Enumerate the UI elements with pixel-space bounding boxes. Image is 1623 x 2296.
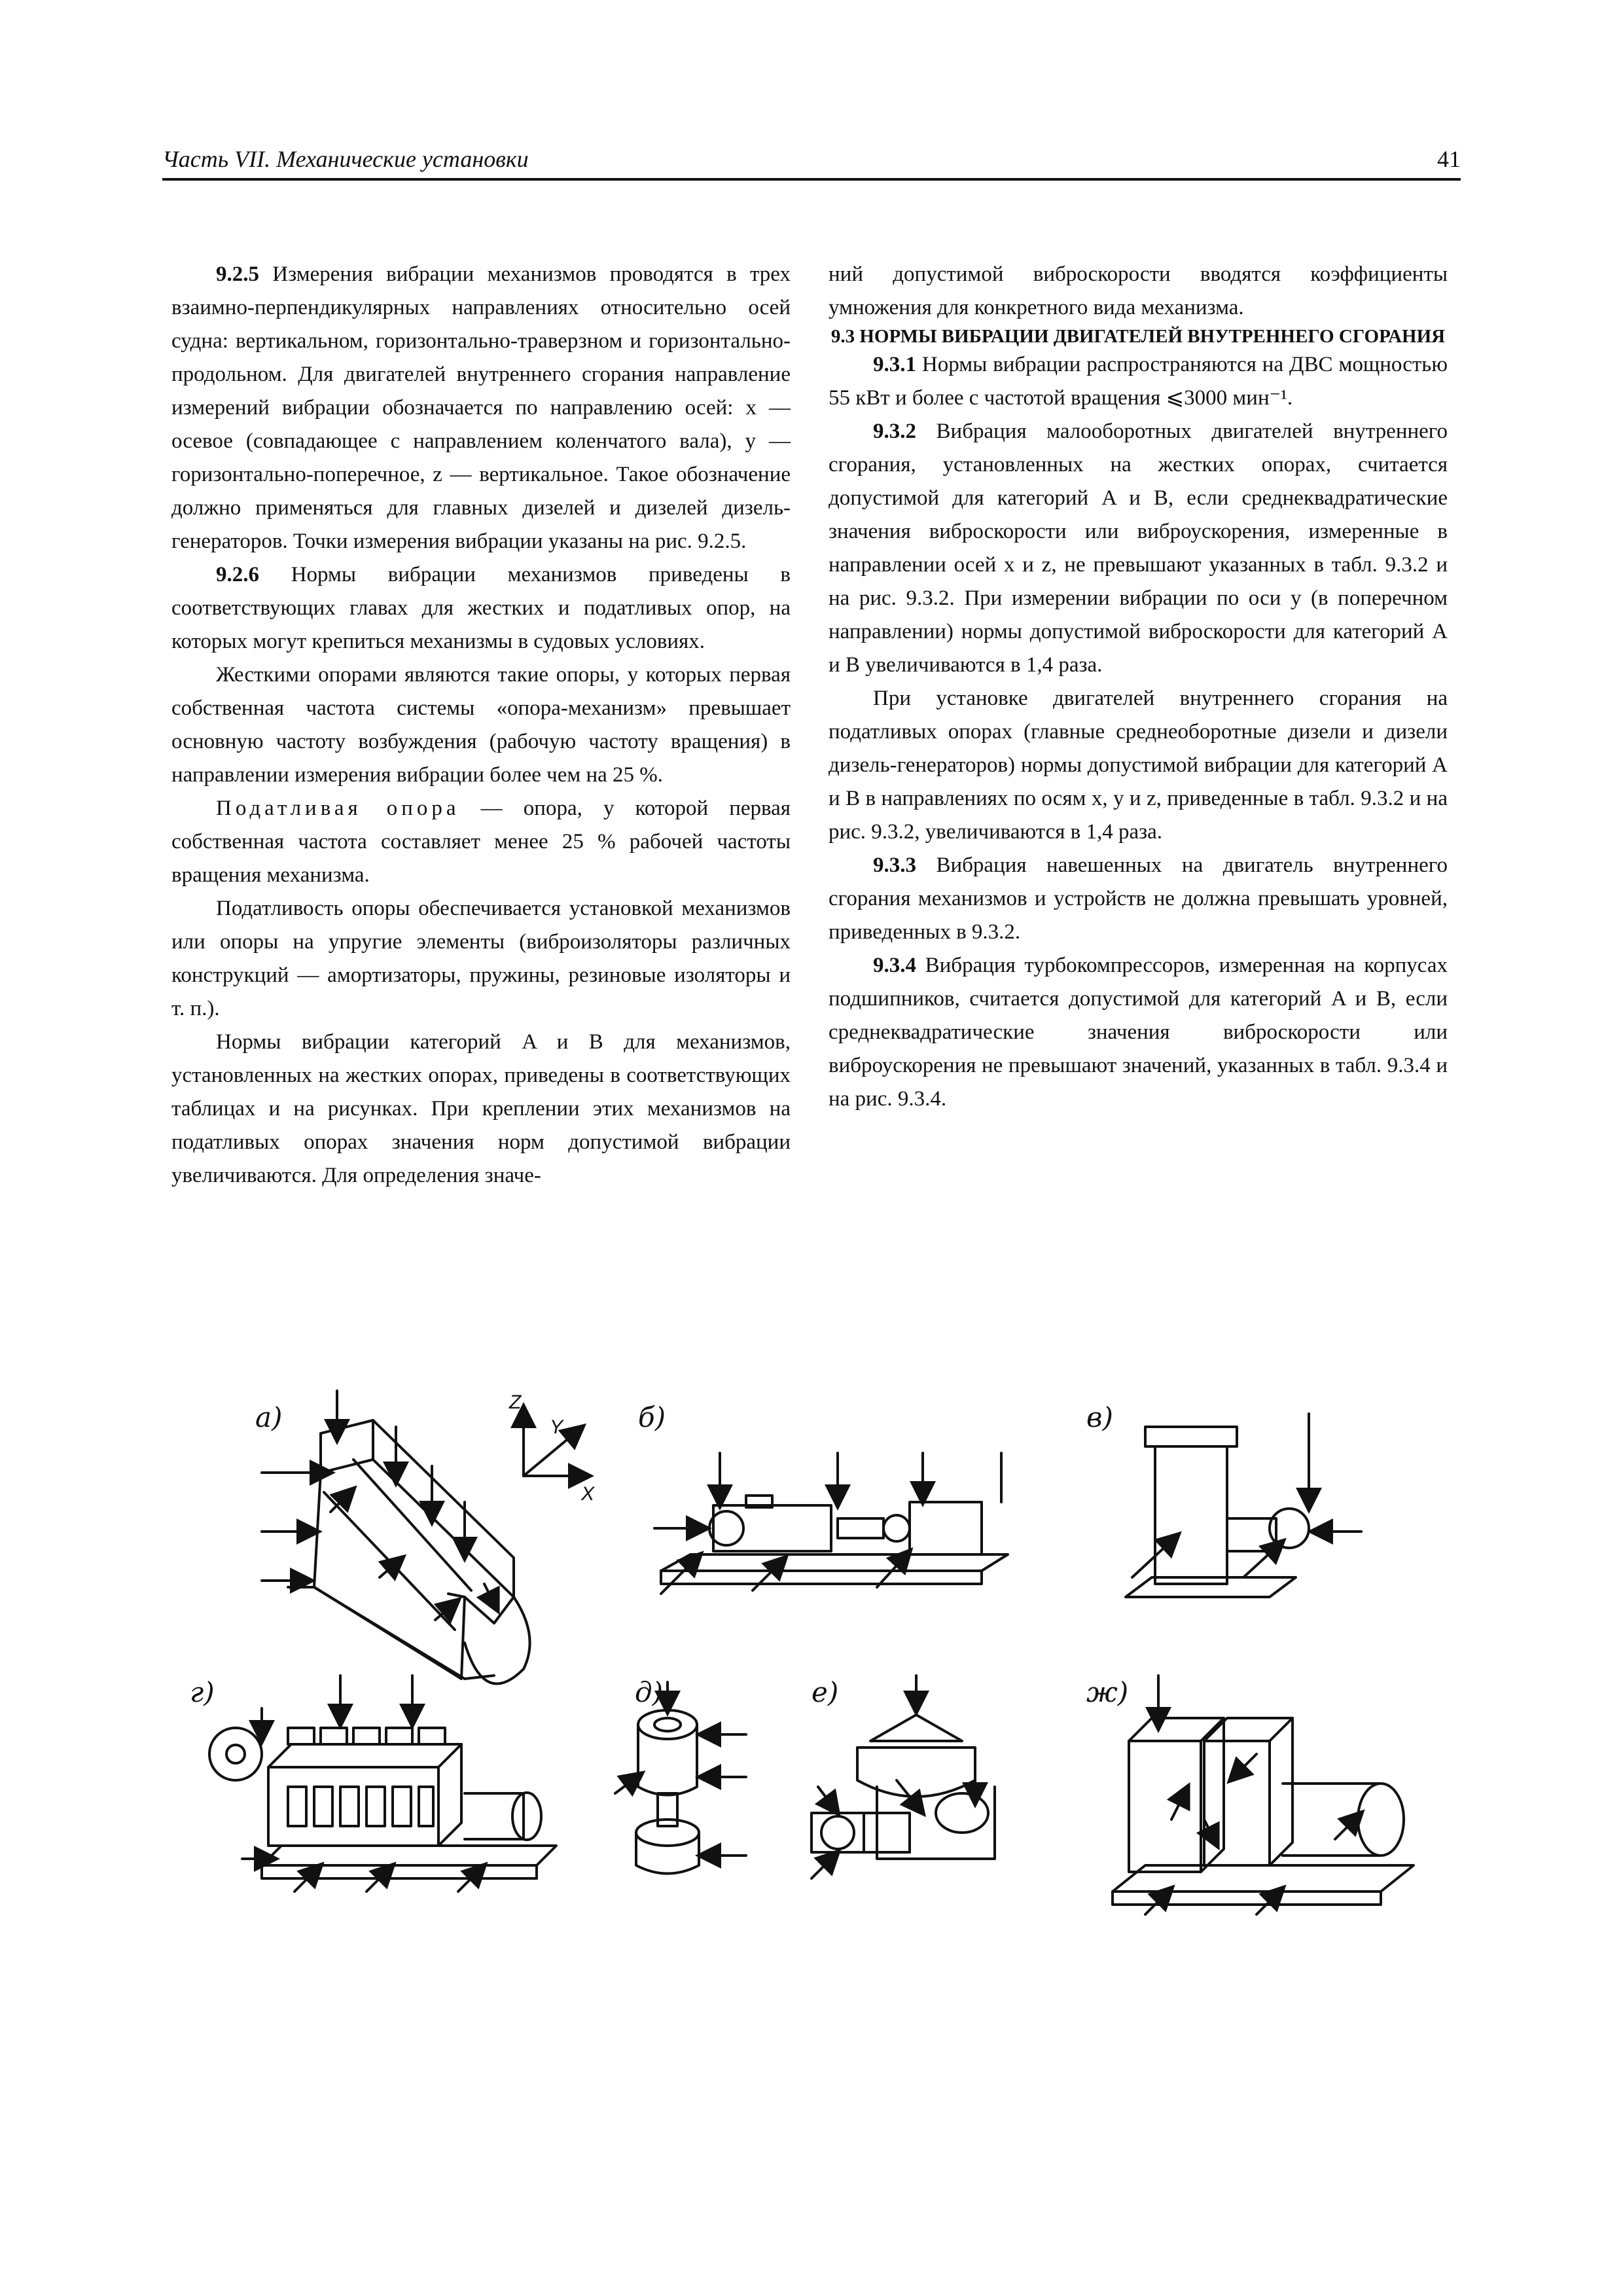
paragraph-text: — опора, у которой первая собственная частота составляет менее 25 % рабочей частоты вращения механизма. <box>171 797 791 887</box>
paragraph-text: Нормы вибрации механизмов приведены в соответствующих главах для жестких и податливых опор, на которых могут крепиться механизмы в судовых условиях. <box>171 563 791 653</box>
paragraph-text: Вибрация турбокомпрессоров, измеренная на корпусах подшипников, считается допустимой для категорий A и B, если среднеквадратические значения виброскорости или виброускорения не превышают значений, указанных в табл. 9.3.4 и на рис. 9.3.4. <box>829 954 1448 1111</box>
paragraph-categories: Нормы вибрации категорий A и B для механизмов, установленных на жестких опорах, приведены в соответствующих таблицах и на рисунках. При креплении этих механизмов на податливых опорах значения норм допустимой вибрации увеличиваются. Для определения значе- <box>171 1030 791 1187</box>
paragraph-text: Измерения вибрации механизмов проводятся в трех взаимно-перпендикулярных направлениях относительно осей судна: вертикальном, горизонтально-траверзном и горизонтально-продольном. Для двигателей внутреннего сгорания направление измерений вибрации обозначается по направлению осей: x — осевое (совпадающее с направлением коленчатого вала), y — горизонтально-поперечное, z — вертикальное. Такое обозначение должно применяться для главных дизелей и дизелей дизель-генераторов. Точки измерения вибрации указаны на рис. 9.2.5. <box>171 262 791 553</box>
page-number: 41 <box>1437 146 1461 172</box>
paragraph-compliant-engines: При установке двигателей внутреннего сгорания на податливых опорах (главные среднеоборотные дизели и дизели дизель-генераторов) нормы допустимой вибрации для категорий A и B в направлениях по осям x, y и z, приведенные в табл. 9.3.2 и на рис. 9.3.2, увеличиваются в 1,4 раза. <box>829 687 1448 844</box>
axis-triad <box>508 1391 595 1505</box>
paragraph-9-3-2 <box>829 415 1448 682</box>
sketch-d-vertical-motor <box>615 1682 746 1874</box>
sketch-v-vertical-pump <box>1126 1414 1361 1597</box>
label-g: г) <box>190 1676 215 1708</box>
left-column <box>171 258 791 1193</box>
paragraph-text: Вибрация малооборотных двигателей внутреннего сгорания, установленных на жестких опорах, считается допустимой для категорий A и B, если среднеквадратические значения виброскорости или виброускорения, измеренные в направлении осей x и z, не превышают указанных в табл. 9.3.2 и на рис. 9.3.2. При измерении вибрации по оси y (в поперечном направлении) нормы допустимой виброскорости для категорий A и B увеличиваются в 1,4 раза. <box>829 420 1448 677</box>
axis-y-label: Y <box>550 1416 563 1438</box>
clause-number: 9.3.3 <box>873 853 916 877</box>
clause-number: 9.3.4 <box>873 954 916 977</box>
paragraph-continuation: ний допустимой виброскорости вводятся коэффициенты умножения для конкретного вида механизма. <box>829 262 1448 319</box>
axis-x-label: X <box>581 1483 595 1505</box>
clause-number: 9.3.2 <box>873 420 916 443</box>
clause-number: 9.2.5 <box>216 262 259 286</box>
label-e: е) <box>812 1676 839 1708</box>
label-a: а) <box>255 1401 283 1433</box>
paragraph-9-3-4 <box>829 949 1448 1116</box>
paragraph-compliant-support <box>171 792 791 892</box>
header-rule <box>162 178 1461 181</box>
label-b: б) <box>638 1401 666 1433</box>
sketch-zh-turbo <box>1113 1676 1414 1914</box>
paragraph-9-3-3 <box>829 849 1448 949</box>
paragraph-rigid-supports: Жесткими опорами являются такие опоры, у которых первая собственная частота системы «опора-механизм» превышает основную частоту возбуждения (рабочую частоту вращения) в направлении измерения вибрации более чем на 25 %. <box>171 663 791 787</box>
sketch-g-diesel <box>209 1676 556 1892</box>
page-header <box>162 145 1461 182</box>
axis-z-label: Z <box>509 1391 522 1413</box>
paragraph-text: Вибрация навешенных на двигатель внутреннего сгорания механизмов и устройств не должна превышать уровней, приведенных в 9.3.2. <box>829 853 1448 944</box>
paragraph-9-3-1 <box>829 348 1448 415</box>
label-zh: ж) <box>1086 1676 1129 1708</box>
label-v: в) <box>1086 1401 1113 1433</box>
paragraph-text: Нормы вибрации распространяются на ДВС мощностью 55 кВт и более с частотой вращения ⩽3000 мин⁻¹. <box>829 353 1448 410</box>
right-column <box>829 258 1448 1116</box>
clause-number: 9.3.1 <box>873 353 916 376</box>
running-title: Часть VII. Механические установки <box>162 146 529 172</box>
sketch-a-engine <box>262 1391 530 1684</box>
term-spaced: Податливая опора <box>216 797 460 820</box>
measurement-points-figure <box>157 1361 1466 2225</box>
section-title: 9.3 НОРМЫ ВИБРАЦИИ ДВИГАТЕЛЕЙ ВНУТРЕННЕГО СГОРАНИЯ <box>830 326 1446 347</box>
clause-number: 9.2.6 <box>216 563 259 586</box>
sketch-b-pump <box>654 1453 1008 1594</box>
paragraph-compliance: Податливость опоры обеспечивается установкой механизмов или опоры на упругие элементы (виброизоляторы различных конструкций — амортизаторы, пружины, резиновые изоляторы и т. п.). <box>171 897 791 1020</box>
label-d: д) <box>635 1676 664 1708</box>
sketch-e-separator <box>812 1676 995 1878</box>
paragraph-9-2-5 <box>171 258 791 558</box>
paragraph-9-2-6 <box>171 558 791 658</box>
